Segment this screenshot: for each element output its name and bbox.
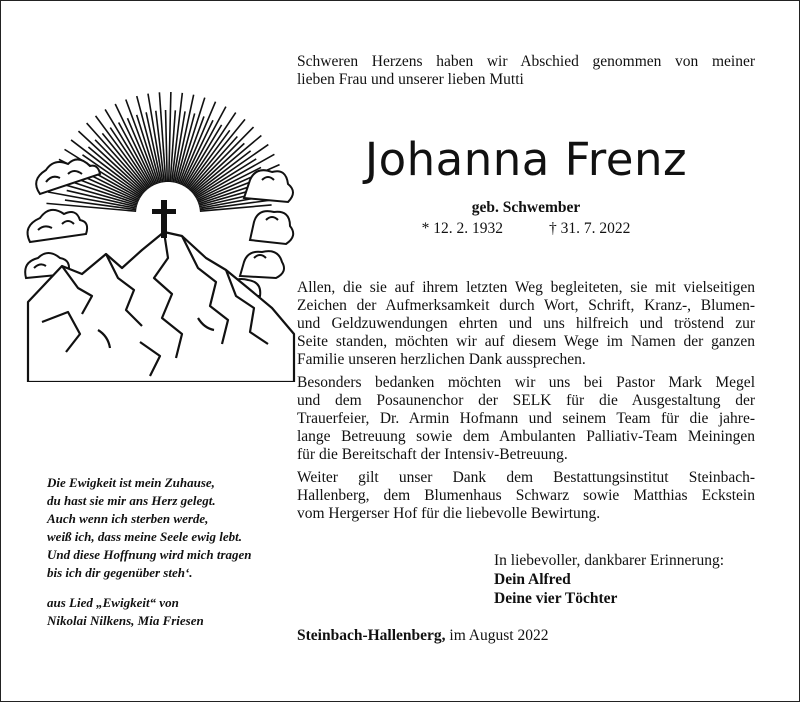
- thanks-p2-line: für die Bereitschaft der Intensiv-Betreuung.: [297, 446, 568, 463]
- intro-line-2: lieben Frau und unserer lieben Mutti: [297, 71, 524, 88]
- thanks-paragraph-2: [297, 374, 755, 464]
- thanks-p2-line: lange Betreuung sowie dem Ambulanten Palliativ-Team Meiningen: [297, 428, 755, 445]
- thanks-p1-line: Allen, die sie auf ihrem letzten Weg begleiteten, sie mit vielseitigen: [297, 279, 755, 296]
- poem-source-line: Nikolai Nilkens, Mia Friesen: [47, 613, 204, 628]
- poem-line: bis ich dir gegenüber steh‘.: [47, 565, 193, 580]
- signer-husband: Dein Alfred: [494, 571, 571, 588]
- deceased-name: Johanna Frenz: [364, 133, 688, 186]
- notice-date: im August 2022: [445, 627, 549, 644]
- thanks-p1-line: Seite standen, möchten wir auf diesem Wege im Namen der ganzen: [297, 333, 755, 350]
- thanks-p2-line: Trauerfeier, Dr. Armin Hofmann und seinem Team für die jahre-: [297, 410, 755, 427]
- thanks-p1-line: und Geldzuwendungen ehrten und uns hilfreich und tröstend zur: [297, 315, 755, 332]
- thanks-p2-line: und dem Posaunenchor der SELK für die Ausgestaltung der: [297, 392, 755, 409]
- closing-phrase: In liebevoller, dankbarer Erinnerung:: [494, 552, 725, 569]
- thanks-p1-line: Zeichen der Aufmerksamkeit durch Wort, Schrift, Kranz-, Blumen-: [297, 297, 755, 314]
- thanks-paragraph-1: [297, 279, 755, 369]
- death-date: † 31. 7. 2022: [549, 220, 631, 237]
- thanks-p3-line: vom Hergerser Hof für die liebevolle Bewirtung.: [297, 505, 601, 522]
- poem-line: du hast sie mir ans Herz gelegt.: [47, 493, 216, 508]
- thanks-p2-line: Besonders bedanken möchten wir uns bei Pastor Mark Megel: [297, 374, 755, 391]
- thanks-paragraph-3: [297, 469, 755, 523]
- poem-source: [47, 594, 287, 630]
- poem: [47, 474, 287, 582]
- cross-on-mountain-with-sunrise-icon: [22, 82, 300, 382]
- poem-line: Und diese Hoffnung wird mich tragen: [47, 547, 252, 562]
- thanks-p3-line: Weiter gilt unser Dank dem Bestattungsinstitut Steinbach-: [297, 469, 755, 486]
- birth-name: geb. Schwember: [471, 199, 581, 216]
- thanks-p1-line: Familie unseren herzlichen Dank aussprechen.: [297, 351, 586, 368]
- thanks-p3-line: Hallenberg, dem Blumenhaus Schwarz sowie Matthias Eckstein: [297, 487, 755, 504]
- poem-source-line: aus Lied „Ewigkeit“ von: [47, 595, 179, 610]
- intro-text: [297, 53, 755, 89]
- poem-line: Auch wenn ich sterben werde,: [47, 511, 209, 526]
- poem-line: weiß ich, dass meine Seele ewig lebt.: [47, 529, 242, 544]
- place-and-date: [297, 627, 697, 645]
- signer-daughters: Deine vier Töchter: [494, 590, 618, 607]
- place-name: Steinbach-Hallenberg,: [297, 627, 446, 644]
- closing-block: [494, 551, 764, 608]
- poem-line: Die Ewigkeit ist mein Zuhause,: [47, 475, 215, 490]
- thanks-text: [297, 279, 755, 528]
- life-dates: [297, 220, 755, 238]
- intro-line-1: Schweren Herzens haben wir Abschied genommen von meiner: [297, 53, 755, 70]
- birth-date: * 12. 2. 1932: [421, 220, 503, 237]
